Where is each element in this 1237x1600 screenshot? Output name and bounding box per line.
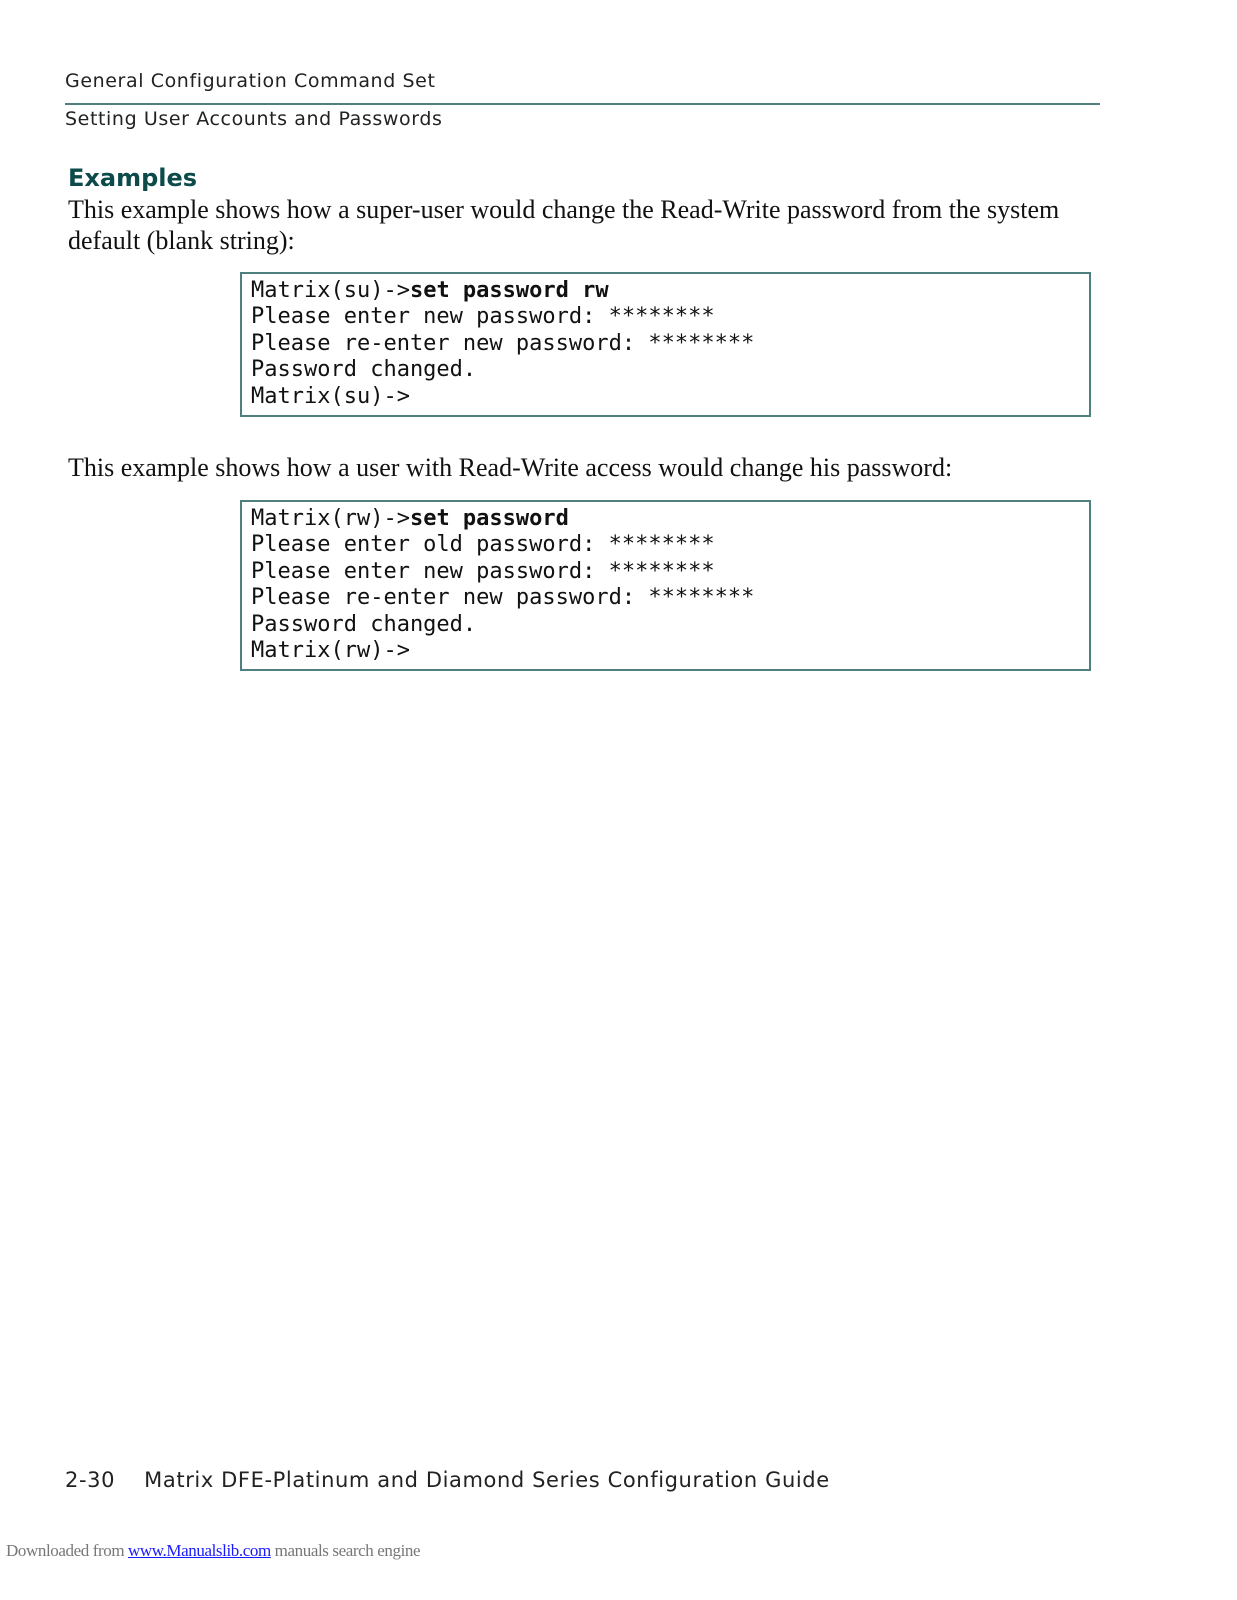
page-footer [65, 1468, 830, 1492]
running-header-chapter: General Configuration Command Set [65, 70, 436, 92]
download-notice [6, 1541, 420, 1561]
code-output-line: Password changed. [251, 357, 477, 383]
code-prompt: Matrix(rw)-> [251, 506, 410, 531]
code-command-line [251, 278, 1089, 304]
code-example-2 [240, 500, 1091, 671]
download-prefix: Downloaded from [6, 1541, 129, 1560]
header-divider [65, 103, 1100, 105]
manualslib-link[interactable]: www.Manualslib.com [128, 1541, 271, 1560]
download-suffix: manuals search engine [270, 1541, 421, 1560]
code-command: set password rw [409, 278, 609, 303]
code-command: set password [409, 506, 569, 531]
code-output-line: Matrix(su)-> [251, 383, 410, 409]
code-prompt: Matrix(su)-> [251, 278, 410, 303]
code-output-line: Matrix(rw)-> [251, 638, 410, 664]
example-1-description: This example shows how a super-user would change the Read-Write password from the system default (blank string): [68, 195, 1060, 255]
guide-title: Matrix DFE-Platinum and Diamond Series Configuration Guide [144, 1468, 830, 1492]
code-output-line: Password changed. [251, 611, 477, 637]
code-output-line: Please re-enter new password: ******** [251, 330, 755, 356]
code-output-line: Please enter old password: ******** [251, 532, 715, 558]
example-2-description: This example shows how a user with Read-Write access would change his password: [68, 453, 953, 482]
running-header-section: Setting User Accounts and Passwords [65, 108, 443, 130]
code-output-line: Please re-enter new password: ******** [251, 585, 755, 611]
code-output-line: Please enter new password: ******** [251, 304, 715, 330]
examples-heading: Examples [68, 164, 198, 192]
page-number: 2-30 [65, 1468, 116, 1492]
code-example-1 [240, 272, 1091, 417]
code-command-line [251, 506, 1089, 532]
code-output-line: Please enter new password: ******** [251, 558, 715, 584]
